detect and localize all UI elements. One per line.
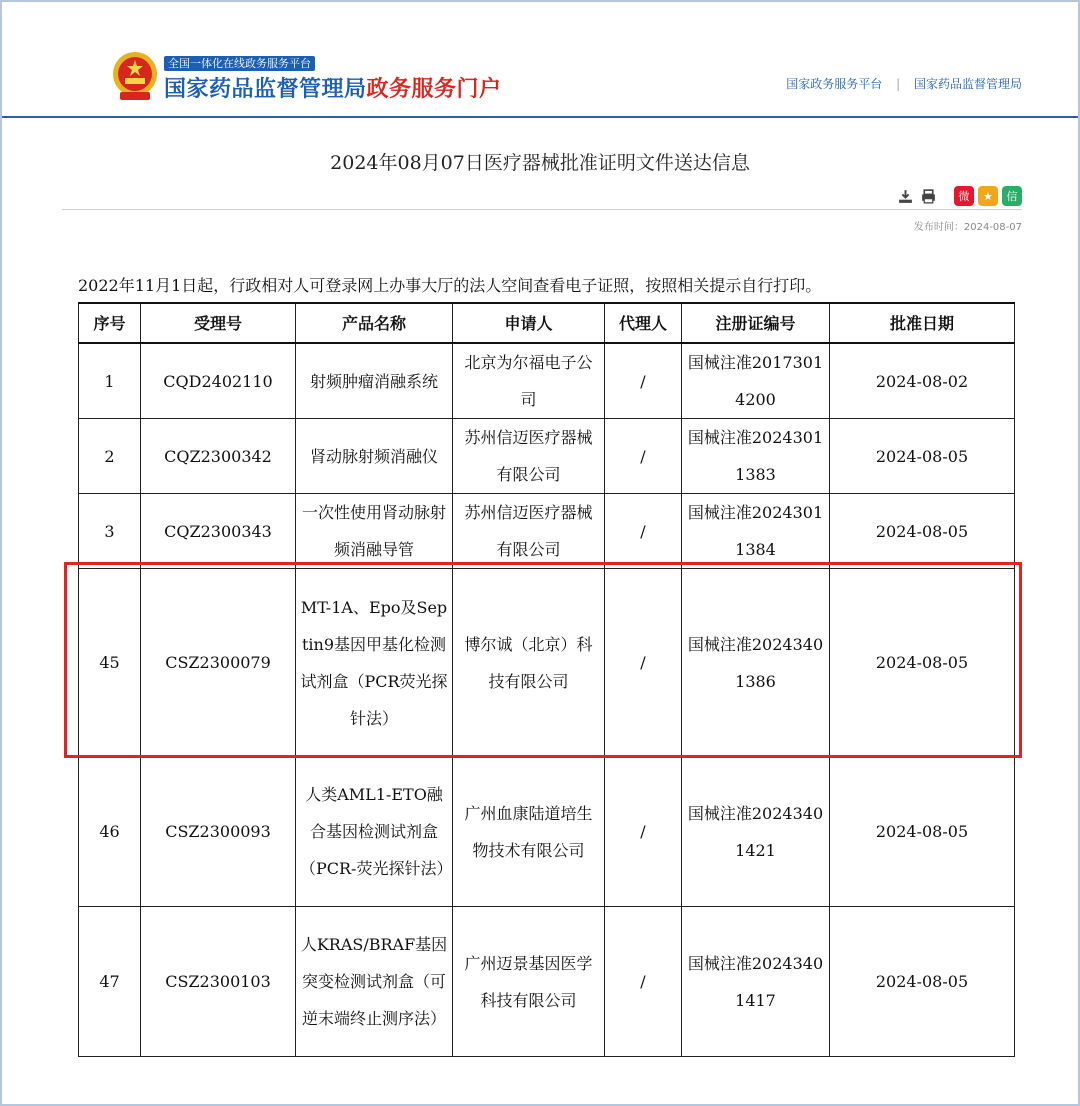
cell-product: 肾动脉射频消融仪	[296, 419, 453, 494]
publish-label: 发布时间：	[913, 222, 964, 233]
cell-no: 45	[79, 569, 141, 757]
cell-no: 47	[79, 907, 141, 1057]
col-header-product: 产品名称	[296, 303, 453, 343]
cell-agent: /	[605, 907, 682, 1057]
table-row	[79, 757, 1015, 907]
cell-applicant: 苏州信迈医疗器械有限公司	[453, 494, 605, 569]
cell-date: 2024-08-05	[830, 494, 1015, 569]
cell-reg-no: 国械注准20173014200	[682, 343, 830, 419]
cell-agent: /	[605, 343, 682, 419]
col-header-no: 序号	[79, 303, 141, 343]
cell-agent: /	[605, 494, 682, 569]
table-row	[79, 343, 1015, 419]
publish-date: 2024-08-07	[963, 222, 1022, 233]
link-separator: |	[896, 77, 901, 91]
portal-tag: 全国一体化在线政务服务平台	[164, 56, 315, 71]
print-icon[interactable]	[919, 187, 938, 206]
weibo-icon[interactable]: 微	[954, 186, 974, 206]
cell-reg-no: 国械注准20243011384	[682, 494, 830, 569]
cell-applicant: 北京为尔福电子公司	[453, 343, 605, 419]
table-header-row	[79, 303, 1015, 343]
table-row-highlighted	[79, 569, 1015, 757]
link-nmpa[interactable]: 国家药品监督管理局	[913, 77, 1022, 91]
cell-product: 一次性使用肾动脉射频消融导管	[296, 494, 453, 569]
col-header-agent: 代理人	[605, 303, 682, 343]
col-header-reg-no: 注册证编号	[682, 303, 830, 343]
cell-reg-no: 国械注准20243401421	[682, 757, 830, 907]
cell-no: 3	[79, 494, 141, 569]
cell-date: 2024-08-05	[830, 419, 1015, 494]
cell-agent: /	[605, 419, 682, 494]
cell-product: 射频肿瘤消融系统	[296, 343, 453, 419]
cell-agent: /	[605, 757, 682, 907]
national-emblem-icon	[110, 50, 160, 102]
cell-accept-no: CQZ2300342	[141, 419, 296, 494]
table-row	[79, 494, 1015, 569]
cell-accept-no: CQD2402110	[141, 343, 296, 419]
portal-title-service: 政务服务门户	[366, 77, 502, 102]
cell-no: 2	[79, 419, 141, 494]
cell-reg-no: 国械注准20243401417	[682, 907, 830, 1057]
download-icon[interactable]	[896, 187, 915, 206]
cell-date: 2024-08-05	[830, 907, 1015, 1057]
cell-reg-no: 国械注准20243401386	[682, 569, 830, 757]
cell-agent: /	[605, 569, 682, 757]
cell-product: MT-1A、Epo及Septin9基因甲基化检测试剂盒（PCR荧光探针法）	[296, 569, 453, 757]
cell-accept-no: CQZ2300343	[141, 494, 296, 569]
table-row	[79, 419, 1015, 494]
approval-table	[78, 302, 1015, 1057]
cell-product: 人KRAS/BRAF基因突变检测试剂盒（可逆末端终止测序法）	[296, 907, 453, 1057]
cell-applicant: 广州迈景基因医学科技有限公司	[453, 907, 605, 1057]
cell-accept-no: CSZ2300103	[141, 907, 296, 1057]
notice-text: 2022年11月1日起，行政相对人可登录网上办事大厅的法人空间查看电子证照，按照相关提示自行打印。	[78, 276, 822, 295]
article-tools	[896, 186, 1022, 206]
col-header-applicant: 申请人	[453, 303, 605, 343]
cell-date: 2024-08-02	[830, 343, 1015, 419]
title-divider	[62, 209, 1022, 210]
portal-title-agency: 国家药品监督管理局	[164, 77, 367, 102]
cell-date: 2024-08-05	[830, 757, 1015, 907]
cell-reg-no: 国械注准20243011383	[682, 419, 830, 494]
site-header	[2, 2, 1078, 118]
cell-applicant: 博尔诚（北京）科技有限公司	[453, 569, 605, 757]
wechat-icon[interactable]: 信	[1002, 186, 1022, 206]
col-header-date: 批准日期	[830, 303, 1015, 343]
cell-accept-no: CSZ2300079	[141, 569, 296, 757]
article-title: 2024年08月07日医疗器械批准证明文件送达信息	[330, 152, 750, 174]
cell-no: 46	[79, 757, 141, 907]
cell-no: 1	[79, 343, 141, 419]
top-links	[786, 75, 1022, 92]
table-row	[79, 907, 1015, 1057]
link-national-gov-service[interactable]: 国家政务服务平台	[786, 77, 883, 91]
cell-applicant: 广州血康陆道培生物技术有限公司	[453, 757, 605, 907]
cell-accept-no: CSZ2300093	[141, 757, 296, 907]
publish-time	[914, 218, 1022, 233]
col-header-accept-no: 受理号	[141, 303, 296, 343]
cell-product: 人类AML1-ETO融合基因检测试剂盒（PCR-荧光探针法）	[296, 757, 453, 907]
qzone-icon[interactable]: ★	[978, 186, 998, 206]
cell-date: 2024-08-05	[830, 569, 1015, 757]
portal-title[interactable]	[164, 72, 502, 103]
cell-applicant: 苏州信迈医疗器械有限公司	[453, 419, 605, 494]
